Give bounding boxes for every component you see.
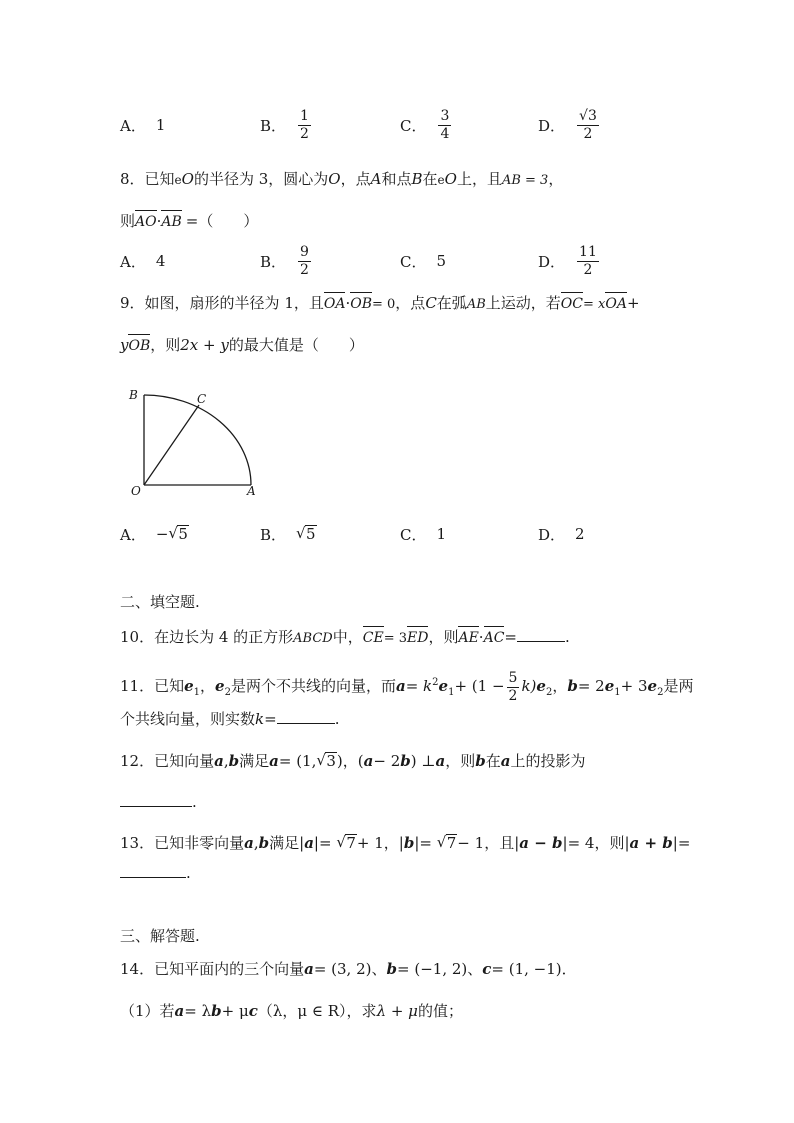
q14-stem: 14．已知平面内的三个向量a= (3, 2)、b= (−1, 2)、c= (1, −1)． <box>120 960 577 978</box>
q12-stem: 12．已知向量a,b满足a= (1,√ 3)，(a− 2b) ⊥a，则b在a上的投影为 <box>120 750 586 772</box>
q7-option-c[interactable]: C． $\frac{3}{4}$ <box>400 107 450 142</box>
answer-blank[interactable] <box>120 877 186 878</box>
answer-blank[interactable] <box>517 641 565 642</box>
q9-stem-line2: yOB，则2x + y的最大值是（ ） <box>120 334 364 357</box>
section-title-fill-in: 二、填空题. <box>120 593 200 611</box>
q9-option-b[interactable]: B． √ 5 <box>260 510 317 558</box>
q14-subquestion-1: （1）若a= λb+ μc（λ，μ ∈ R），求λ + μ的值； <box>120 1002 463 1020</box>
sector-figure <box>125 383 265 498</box>
q11-stem-line1: 11．已知$e_1$，$e_2$是两个不共线的向量，而$a= k^2e_1+ (1$ − $\frac{5}{2}$ $k)e_2$，$b= 2e_1+ 3e_2$是两 <box>120 669 694 704</box>
q8-option-b[interactable]: B． $\frac{9}{2}$ <box>260 243 309 278</box>
label-a: A <box>247 484 256 498</box>
q10-stem: 10．在边长为 4 的正方形ABCD中，CE= 3ED，则AE·AC= . <box>120 626 570 650</box>
q12-answer-line: . <box>120 791 197 813</box>
answer-blank[interactable] <box>120 806 192 807</box>
segment-oc <box>144 405 199 485</box>
label-b: B <box>129 388 138 402</box>
q8-stem-line1: 8．已知eO的半径为 3，圆心为O，点A和点B在eO上，且AB = 3， <box>120 170 564 188</box>
q9-stem-line1: 9．如图，扇形的半径为 1，且OA·OB= 0，点C在弧AB上运动，若OC= xOA+ <box>120 292 640 316</box>
q7-option-d[interactable]: D． $\frac{√3}{2}$ <box>538 107 597 142</box>
q9-options <box>120 510 680 558</box>
q9-option-a[interactable]: A． − √ 5 <box>120 510 189 558</box>
fraction: $\frac{√3}{2}$ <box>579 107 597 142</box>
q7-options <box>120 101 680 149</box>
q9-option-d[interactable]: D． 2 <box>538 525 585 544</box>
q7-option-a[interactable]: A． 1 <box>120 116 166 135</box>
q11-stem-line2: 个共线向量，则实数k= . <box>120 710 340 728</box>
section-title-answer: 三、解答题. <box>120 927 200 945</box>
fraction: $\frac{9}{2}$ <box>300 243 309 278</box>
answer-blank[interactable] <box>277 723 335 724</box>
q8-option-a[interactable]: A． 4 <box>120 252 166 271</box>
q8-option-c[interactable]: C． 5 <box>400 252 447 271</box>
q8-options <box>120 237 680 285</box>
fraction: $\frac{5}{2}$ <box>508 669 518 704</box>
fraction: $\frac{1}{2}$ <box>300 107 309 142</box>
label-c: C <box>197 392 207 406</box>
q13-stem: 13．已知非零向量a,b满足|a|= √ 7+ 1，|b|= √ 7− 1，且|a − b|= 4，则|a + b|= <box>120 832 690 854</box>
q8-stem-line2: 则AO·AB =（ ） <box>120 210 258 233</box>
q7-option-b[interactable]: B． $\frac{1}{2}$ <box>260 107 309 142</box>
fraction: $\frac{11}{2}$ <box>579 243 597 278</box>
q8-option-d[interactable]: D． $\frac{11}{2}$ <box>538 243 597 278</box>
q13-answer-line: . <box>120 862 191 884</box>
fraction: $\frac{3}{4}$ <box>440 107 450 142</box>
arc-ab <box>144 395 251 485</box>
q9-option-c[interactable]: C． 1 <box>400 525 447 544</box>
label-o: O <box>131 484 141 498</box>
